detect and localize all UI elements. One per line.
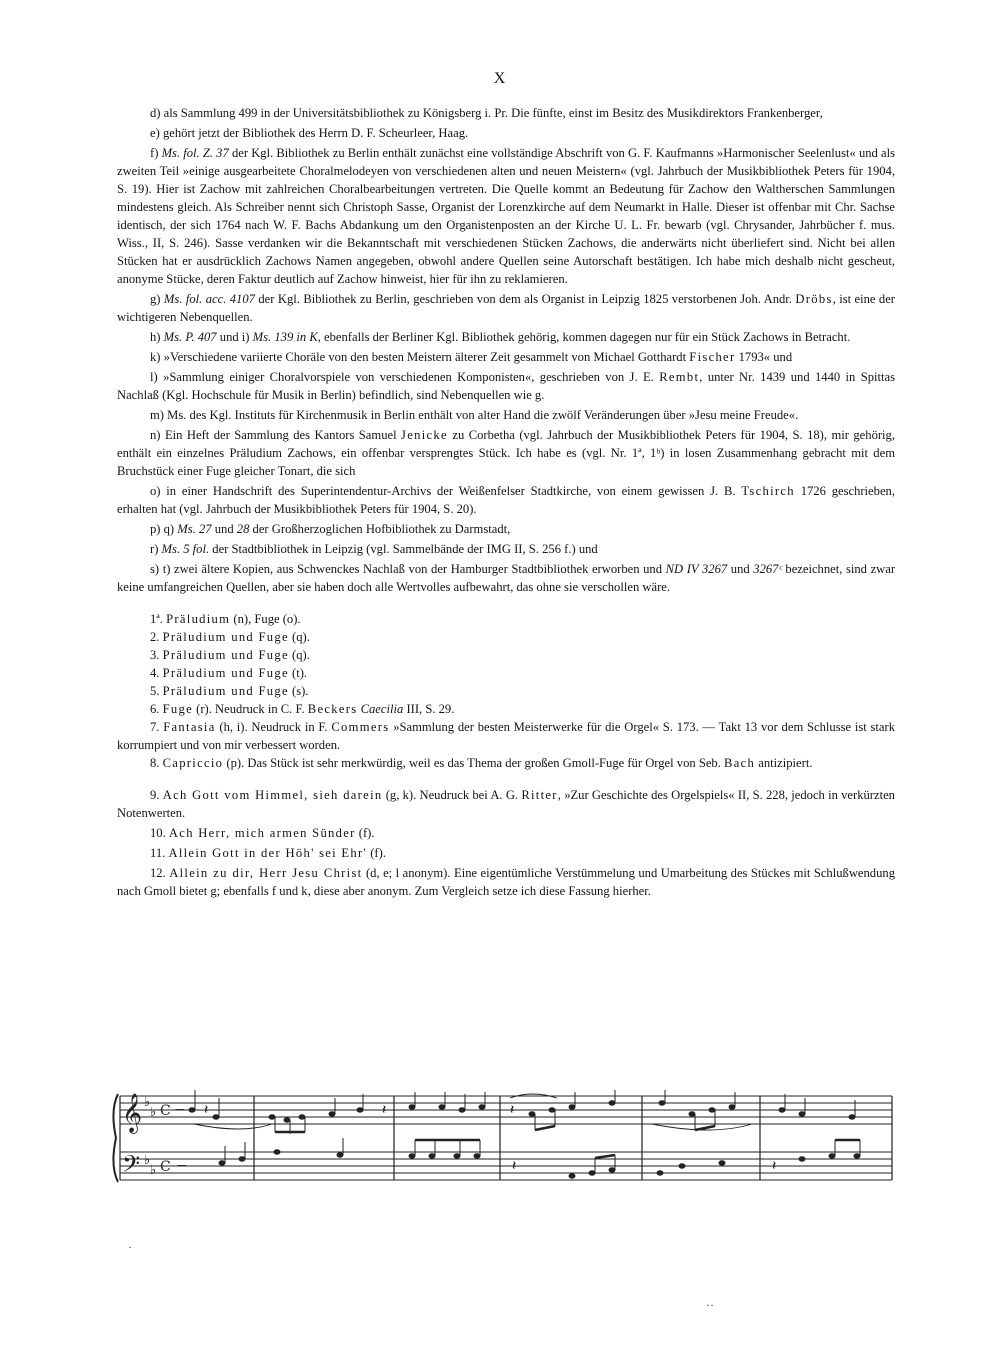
svg-text:𝄽: 𝄽 [772, 1158, 777, 1174]
key-signature [144, 1095, 156, 1178]
bass-clef: 𝄢 [122, 1150, 141, 1183]
source-d: d) als Sammlung 499 in der Universitätsbibliothek zu Königsberg i. Pr. Die fünfte, einst im Besitz des Musikdirektors Frankenberger, [150, 106, 823, 120]
rests [174, 1102, 776, 1174]
work-item: 1ª. Präludium (n), Fuge (o). [150, 612, 301, 626]
source-l: l) »Sammlung einiger Choralvorspiele von verschiedenen Komponisten«, geschrieben von J. E. Rembt, unter Nr. 1439 und 1440 in Spittas Nachlaß (Kgl. Hochschule für Musik in Berlin) befindlich, sind Nebenquellen wie g. [117, 370, 895, 402]
source-h-i: h) Ms. P. 407 und i) Ms. 139 in K, ebenfalls der Berliner Kgl. Bibliothek gehörig, kommen dagegen nur für ein Stück Zachows in Betracht. [150, 330, 851, 344]
source-m: m) Ms. des Kgl. Instituts für Kirchenmusik in Berlin enthält von alter Hand die zwölf Veränderungen über »Jesu meine Freude«. [150, 408, 799, 422]
brace [113, 1094, 118, 1182]
svg-text:C: C [160, 1103, 171, 1119]
source-e: e) gehört jetzt der Bibliothek des Herrn D. F. Scheurleer, Haag. [150, 126, 469, 140]
stray-mark: ·· [706, 1298, 714, 1312]
time-signature [160, 1103, 171, 1175]
source-k: k) »Verschiedene variierte Choräle von den besten Meistern älterer Zeit gesammelt von Michael Gotthardt Fischer 1793« und [150, 350, 793, 364]
svg-text:−: − [176, 1158, 188, 1174]
beams [275, 1126, 860, 1158]
page-number: X [493, 70, 507, 87]
works-list-a [117, 610, 895, 772]
svg-text:♭: ♭ [150, 1163, 157, 1178]
svg-text:−: − [174, 1102, 186, 1118]
svg-text:𝄽: 𝄽 [512, 1158, 517, 1174]
work-item: 10. Ach Herr, mich armen Sünder (f). [150, 826, 375, 840]
work-item: 8. Capriccio (p). Das Stück ist sehr merkwürdig, weil es das Thema der großen Gmoll-Fuge für Orgel von Seb. Bach antizipiert. [150, 756, 813, 770]
stray-mark: · [128, 1240, 132, 1254]
work-item: 11. Allein Gott in der Höh' sei Ehr' (f). [150, 846, 386, 860]
page-body [117, 104, 895, 902]
work-item: 5. Präludium und Fuge (s). [150, 684, 309, 698]
note-heads [189, 1101, 860, 1178]
treble-clef: 𝄞 [122, 1093, 143, 1133]
work-item: 9. Ach Gott vom Himmel, sieh darein (g, k). Neudruck bei A. G. Ritter, »Zur Geschichte des Orgelspiels« II, S. 228, jedoch in verkürzten Notenwerten. [117, 788, 895, 820]
svg-text:♭: ♭ [150, 1105, 157, 1120]
source-g: g) Ms. fol. acc. 4107 der Kgl. Bibliothek zu Berlin, geschrieben von dem als Organist in Leipzig 1825 verstorbenen Joh. Andr. Dröbs, ist eine der wichtigeren Nebenquellen. [117, 292, 896, 324]
work-item: 4. Präludium und Fuge (t). [150, 666, 308, 680]
source-n: n) Ein Heft der Sammlung des Kantors Samuel Jenicke zu Corbetha (vgl. Jahrbuch der Musikbibliothek Peters für 1904, S. 18), mir gehörig, enthält ein einzelnes Präludium Zachows, ein offenbar versprengtes Stück. Ich habe es (vgl. Nr. 1ª, 1ᵇ) in losen Zusammenhang gebracht mit dem Bruchstück einer Fuge gleicher Tonart, die sich [117, 428, 895, 478]
works-list-b [117, 786, 895, 900]
source-r: r) Ms. 5 fol. der Stadtbibliothek in Leipzig (vgl. Sammelbände der IMG II, S. 256 f.) und [150, 542, 598, 556]
svg-text:♭: ♭ [144, 1153, 151, 1168]
svg-text:𝄽: 𝄽 [510, 1102, 515, 1118]
source-p-q: p) q) Ms. 27 und 28 der Großherzoglichen Hofbibliothek zu Darmstadt, [150, 522, 511, 536]
svg-text:♭: ♭ [144, 1095, 151, 1110]
work-item: 2. Präludium und Fuge (q). [150, 630, 310, 644]
work-item: 3. Präludium und Fuge (q). [150, 648, 310, 662]
svg-text:𝄽: 𝄽 [382, 1102, 387, 1118]
work-item: 7. Fantasia (h, i). Neudruck in F. Commers »Sammlung der besten Meisterwerke für die Orgel« S. 173. — Takt 13 vor dem Schlusse ist stark korrumpiert und von mir verbessert worden. [117, 720, 896, 752]
treble-staff [120, 1096, 892, 1124]
source-o: o) in einer Handschrift des Superintendentur-Archivs der Weißenfelser Stadtkirche, von einem gewissen J. B. Tschirch 1726 geschrieben, erhalten hat (vgl. Jahrbuch der Musikbibliothek Peters für 1904, S. 20). [117, 484, 895, 516]
svg-text:C: C [160, 1159, 171, 1175]
source-s-t: s) t) zwei ältere Kopien, aus Schwenckes Nachlaß von der Hamburger Stadtbibliothek erworben und ND IV 3267 und 3267ᶜ bezeichnet, sind zwar keine umfangreichen Quellen, aber sie haben doch alle Wertvolles aufbewahrt, das ohne sie verschollen wäre. [117, 562, 896, 594]
work-item: 6. Fuge (r). Neudruck in C. F. Beckers Caecilia III, S. 29. [150, 702, 455, 716]
work-item: 12. Allein zu dir, Herr Jesu Christ (d, e; l anonym). Eine eigentümliche Verstümmelung und Umarbeitung des Stückes mit Schlußwendung nach Gmoll bietet g; ebenfalls f und k, diese aber anonym. Zum Vergleich setze ich diese Fassung hierher. [117, 866, 895, 898]
music-example [112, 1090, 897, 1190]
slurs [194, 1094, 752, 1130]
svg-text:𝄽: 𝄽 [204, 1102, 209, 1118]
source-f: f) Ms. fol. Z. 37 der Kgl. Bibliothek zu Berlin enthält zunächst eine vollständige Abschrift von G. F. Kaufmanns »Harmonischer Seelenlust« und als zweiten Teil »einige ausgearbeitete Choralmelodeyen von verschiedenen alten und neuen Meistern« (vgl. Jahrbuch der Musikbibliothek Peters für 1904, S. 19). Hier ist Zachow mit zahlreichen Choralbearbeitungen vertreten. Die Quelle kommt an Bedeutung für Zachow den Waltherschen Sammlungen mindestens gleich. Als Schreiber nennt sich Christoph Sasse, Organist der Lorenzkirche auf dem Neumarkt in Halle. Dieser ist offenbar mit Chr. Sachse identisch, der sich 1764 nach W. F. Bachs Abdankung um den Organistenposten an der Kirche U. L. Fr. bewarb (vgl. Chrysander, Jahrbücher f. mus. Wiss., II, S. 246). Sasse verdanken wir die Bekanntschaft mit verschiedenen Stücken Zachows, die anderwärts nicht überliefert sind. Nicht bei allen Stücken hat er ausdrücklich Zachows Namen angegeben, obwohl andere Quellen seine Autorschaft bestätigen. Ich habe mich deshalb nicht gescheut, anonyme Stücke, deren Faktur deutlich auf Zachow hinweist, hier für ihn zu reklamieren. [117, 146, 895, 286]
